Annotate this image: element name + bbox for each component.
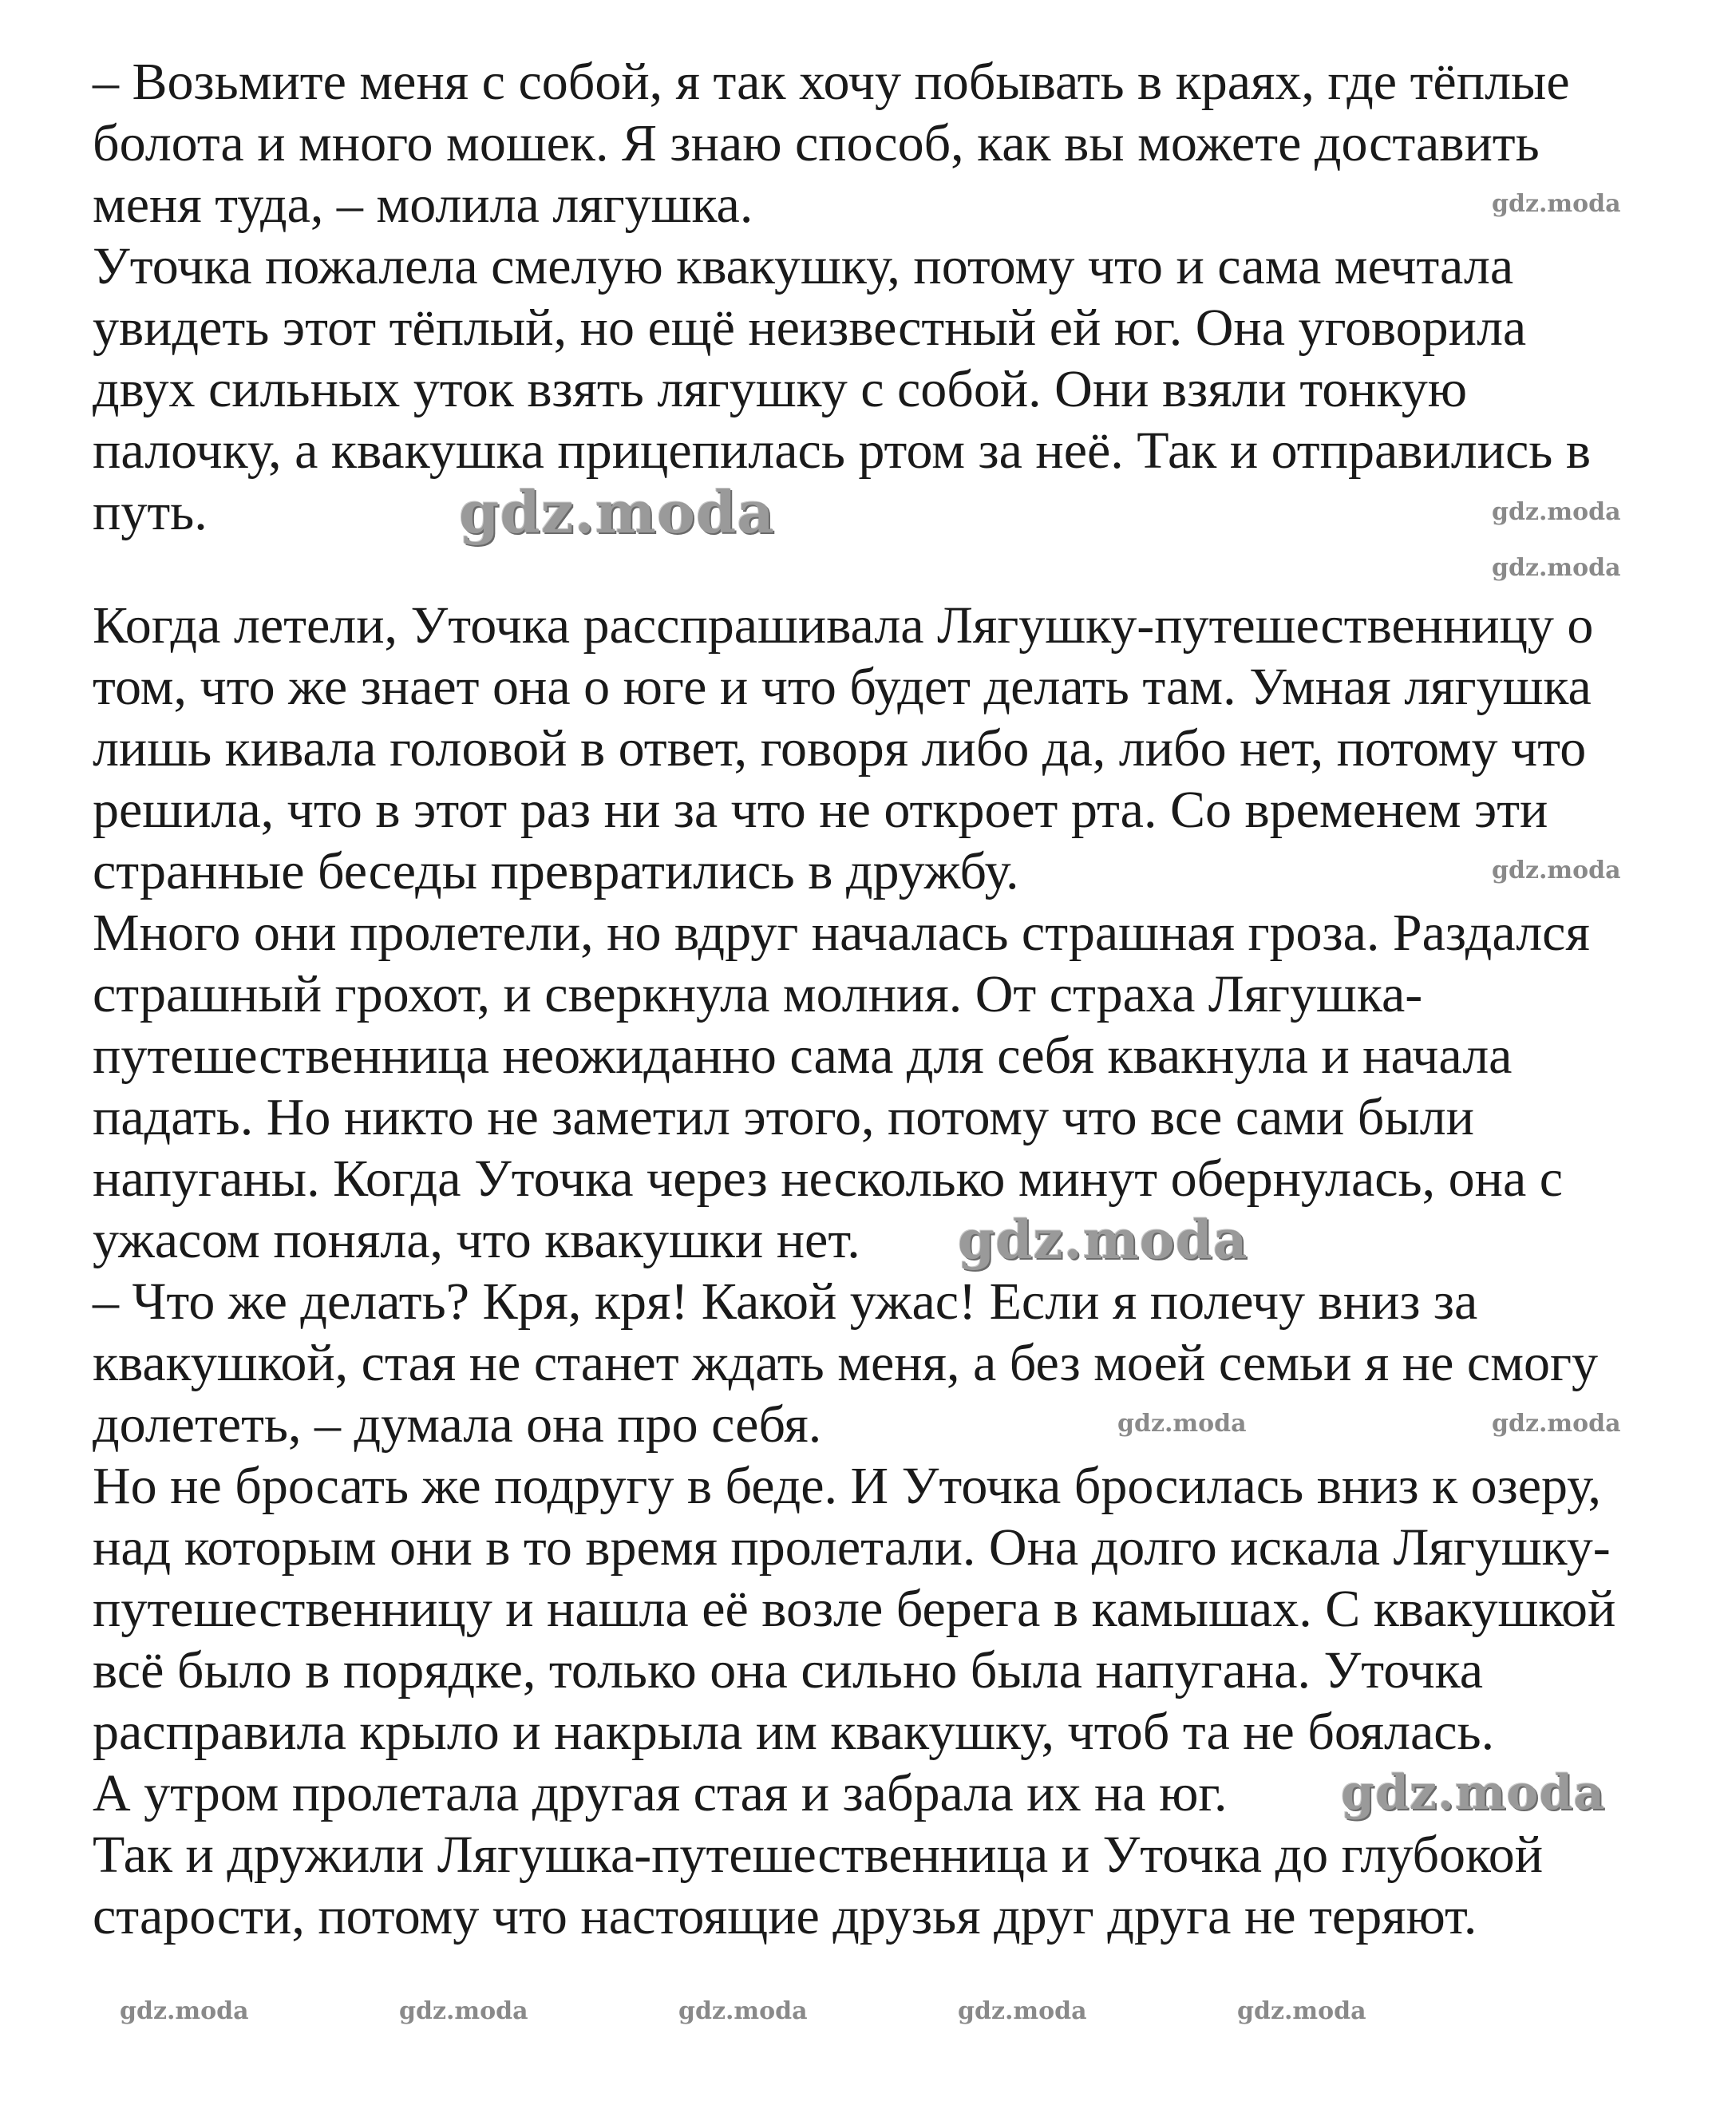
text-line: падать. Но никто не заметил этого, потому что все сами были bbox=[93, 1088, 1474, 1146]
text-line: решила, что в этот раз ни за что не откроет рта. Со временем эти bbox=[93, 781, 1548, 839]
watermark-small: gdz.moda bbox=[1492, 190, 1621, 218]
text-line: Когда летели, Уточка расспрашивала Лягушку-путешественницу о bbox=[93, 596, 1594, 655]
text-line: долететь, – думала она про себя. bbox=[93, 1395, 822, 1454]
watermark-large: gdz.moda bbox=[459, 478, 775, 546]
text-line: Уточка пожалела смелую квакушку, потому что и сама мечтала bbox=[93, 237, 1514, 295]
text-line: Много они пролетели, но вдруг началась страшная гроза. Раздался bbox=[93, 904, 1590, 962]
text-line: – Что же делать? Кря, кря! Какой ужас! Если я полечу вниз за bbox=[93, 1272, 1478, 1331]
text-line: увидеть этот тёплый, но ещё неизвестный ей юг. Она уговорила bbox=[93, 299, 1527, 357]
watermark-small: gdz.moda bbox=[1492, 554, 1621, 582]
watermark-small: gdz.moda bbox=[1492, 857, 1621, 884]
text-line: квакушкой, стая не станет ждать меня, а без моей семьи я не смогу bbox=[93, 1334, 1599, 1392]
watermark-small: gdz.moda bbox=[399, 1997, 528, 2025]
watermark-large: gdz.moda bbox=[1341, 1765, 1606, 1821]
watermark-small: gdz.moda bbox=[1117, 1410, 1247, 1438]
text-line: страшный грохот, и сверкнула молния. От страха Лягушка- bbox=[93, 965, 1423, 1023]
watermark-large: gdz.moda bbox=[958, 1209, 1248, 1271]
text-line: болота и много мошек. Я знаю способ, как вы можете доставить bbox=[93, 114, 1540, 172]
text-line: Но не бросать же подругу в беде. И Уточка бросилась вниз к озеру, bbox=[93, 1457, 1602, 1515]
text-line: расправила крыло и накрыла им квакушку, чтоб та не боялась. bbox=[93, 1703, 1495, 1761]
text-line: путешественницу и нашла её возле берега в камышах. С квакушкой bbox=[93, 1580, 1616, 1638]
text-line: напуганы. Когда Уточка через несколько минут обернулась, она с bbox=[93, 1149, 1564, 1208]
text-line: двух сильных уток взять лягушку с собой. Они взяли тонкую bbox=[93, 360, 1468, 418]
text-line: том, что же знает она о юге и что будет делать там. Умная лягушка bbox=[93, 658, 1592, 716]
text-line: лишь кивала головой в ответ, говоря либо да, либо нет, потому что bbox=[93, 719, 1587, 778]
text-line: путь. bbox=[93, 483, 208, 541]
watermark-small: gdz.moda bbox=[1492, 498, 1621, 526]
text-line: – Возьмите меня с собой, я так хочу побывать в краях, где тёплые bbox=[93, 53, 1570, 111]
paragraph-gap bbox=[93, 543, 1615, 595]
watermark-small: gdz.moda bbox=[678, 1997, 808, 2025]
watermark-small: gdz.moda bbox=[120, 1997, 249, 2025]
story-text bbox=[93, 51, 1615, 1947]
text-line: над которым они в то время пролетали. Она долго искала Лягушку- bbox=[93, 1518, 1611, 1577]
text-line: всё было в порядке, только она сильно была напугана. Уточка bbox=[93, 1641, 1484, 1700]
text-line: палочку, а квакушка прицепилась ртом за неё. Так и отправились в bbox=[93, 421, 1592, 480]
text-line: старости, потому что настоящие друзья друг друга не теряют. bbox=[93, 1887, 1477, 1945]
watermark-small: gdz.moda bbox=[1237, 1997, 1366, 2025]
text-line: странные беседы превратились в дружбу. bbox=[93, 842, 1019, 900]
watermark-small: gdz.moda bbox=[958, 1997, 1087, 2025]
text-line: А утром пролетала другая стая и забрала их на юг. bbox=[93, 1764, 1228, 1822]
watermark-small: gdz.moda bbox=[1492, 1410, 1621, 1438]
text-line: путешественница неожиданно сама для себя квакнула и начала bbox=[93, 1027, 1513, 1085]
text-line: Так и дружили Лягушка-путешественница и Уточка до глубокой bbox=[93, 1826, 1544, 1884]
text-line: меня туда, – молила лягушка. bbox=[93, 176, 753, 234]
text-line: ужасом поняла, что квакушки нет. bbox=[93, 1211, 860, 1269]
